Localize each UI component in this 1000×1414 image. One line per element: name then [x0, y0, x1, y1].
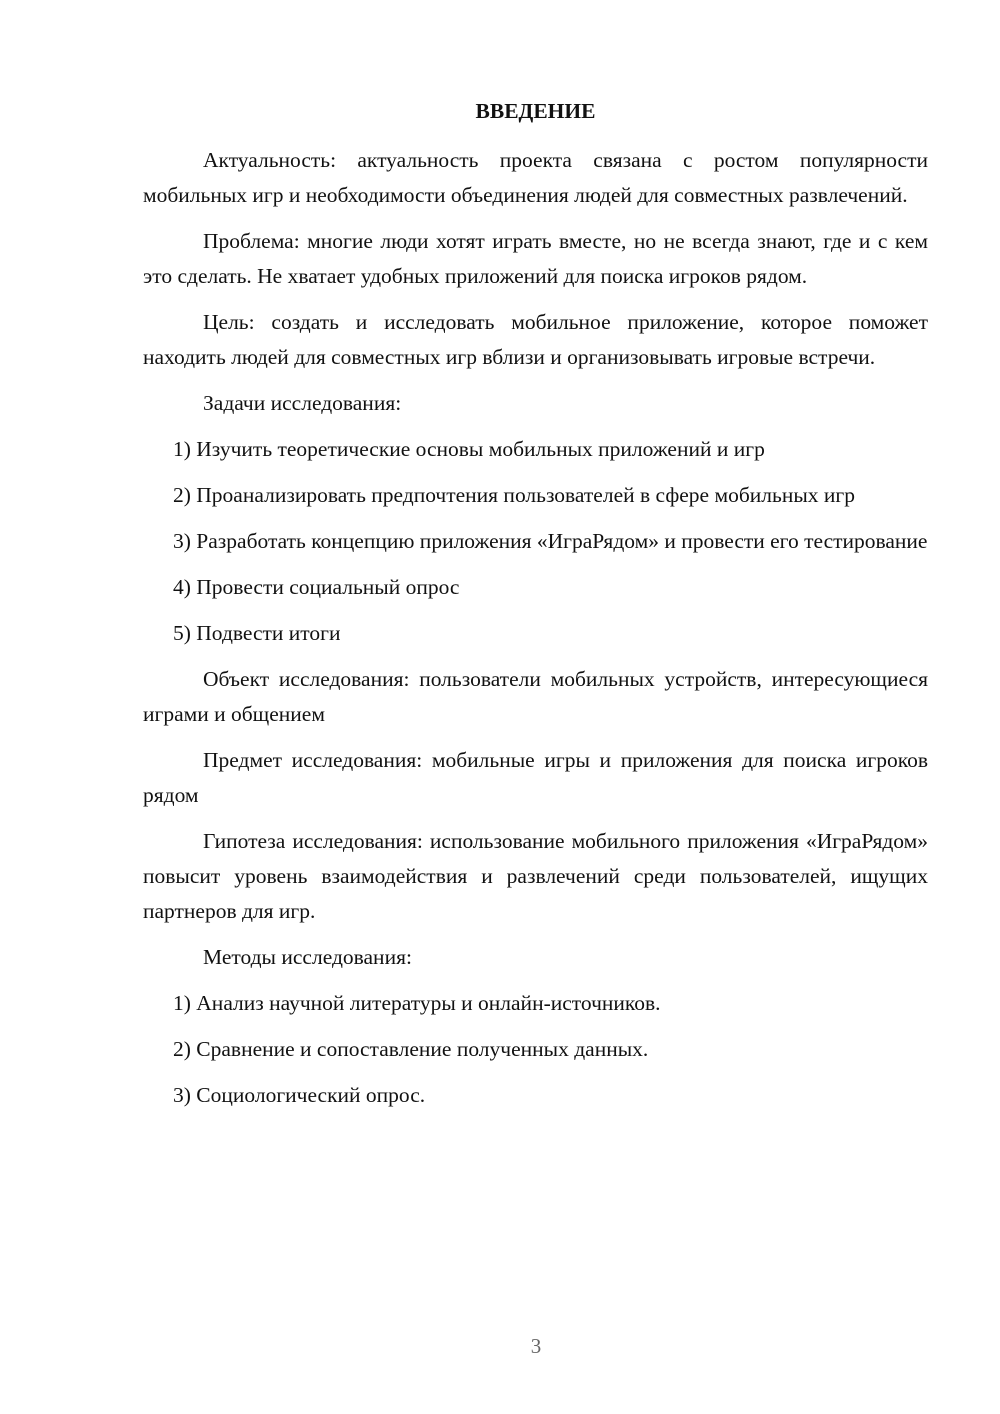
method-item-1: 1) Анализ научной литературы и онлайн-источников. — [173, 991, 661, 1015]
page-title: ВВЕДЕНИЕ — [475, 99, 596, 123]
task-item-2: 2) Проанализировать предпочтения пользователей в сфере мобильных игр — [173, 483, 855, 507]
hypothesis-paragraph: Гипотеза исследования: использование мобильного приложения «ИграРядом» повысит уровень взаимодействия и развлечений среди пользователей, ищущих партнеров для игр. — [143, 829, 928, 923]
task-item-5: 5) Подвести итоги — [173, 621, 341, 645]
method-item-3: 3) Социологический опрос. — [173, 1083, 426, 1107]
task-item-1: 1) Изучить теоретические основы мобильных приложений и игр — [173, 437, 765, 461]
task-item-3: 3) Разработать концепцию приложения «ИграРядом» и провести его тестирование — [173, 529, 928, 553]
relevance-paragraph: Актуальность: актуальность проекта связана с ростом популярности мобильных игр и необходимости объединения людей для совместных развлечений. — [143, 148, 928, 207]
document-body — [143, 143, 928, 1124]
goal-paragraph: Цель: создать и исследовать мобильное приложение, которое поможет находить людей для совместных игр вблизи и организовывать игровые встречи. — [143, 310, 928, 369]
problem-paragraph: Проблема: многие люди хотят играть вместе, но не всегда знают, где и с кем это сделать. Не хватает удобных приложений для поиска игроков рядом. — [143, 229, 928, 288]
task-item-4: 4) Провести социальный опрос — [173, 575, 460, 599]
method-item-2: 2) Сравнение и сопоставление полученных данных. — [173, 1037, 649, 1061]
subject-paragraph: Предмет исследования: мобильные игры и приложения для поиска игроков рядом — [143, 748, 928, 807]
methods-heading: Методы исследования: — [203, 945, 412, 969]
tasks-heading: Задачи исследования: — [203, 391, 402, 415]
page-number: 3 — [530, 1334, 542, 1358]
object-paragraph: Объект исследования: пользователи мобильных устройств, интересующиеся играми и общением — [143, 667, 928, 726]
